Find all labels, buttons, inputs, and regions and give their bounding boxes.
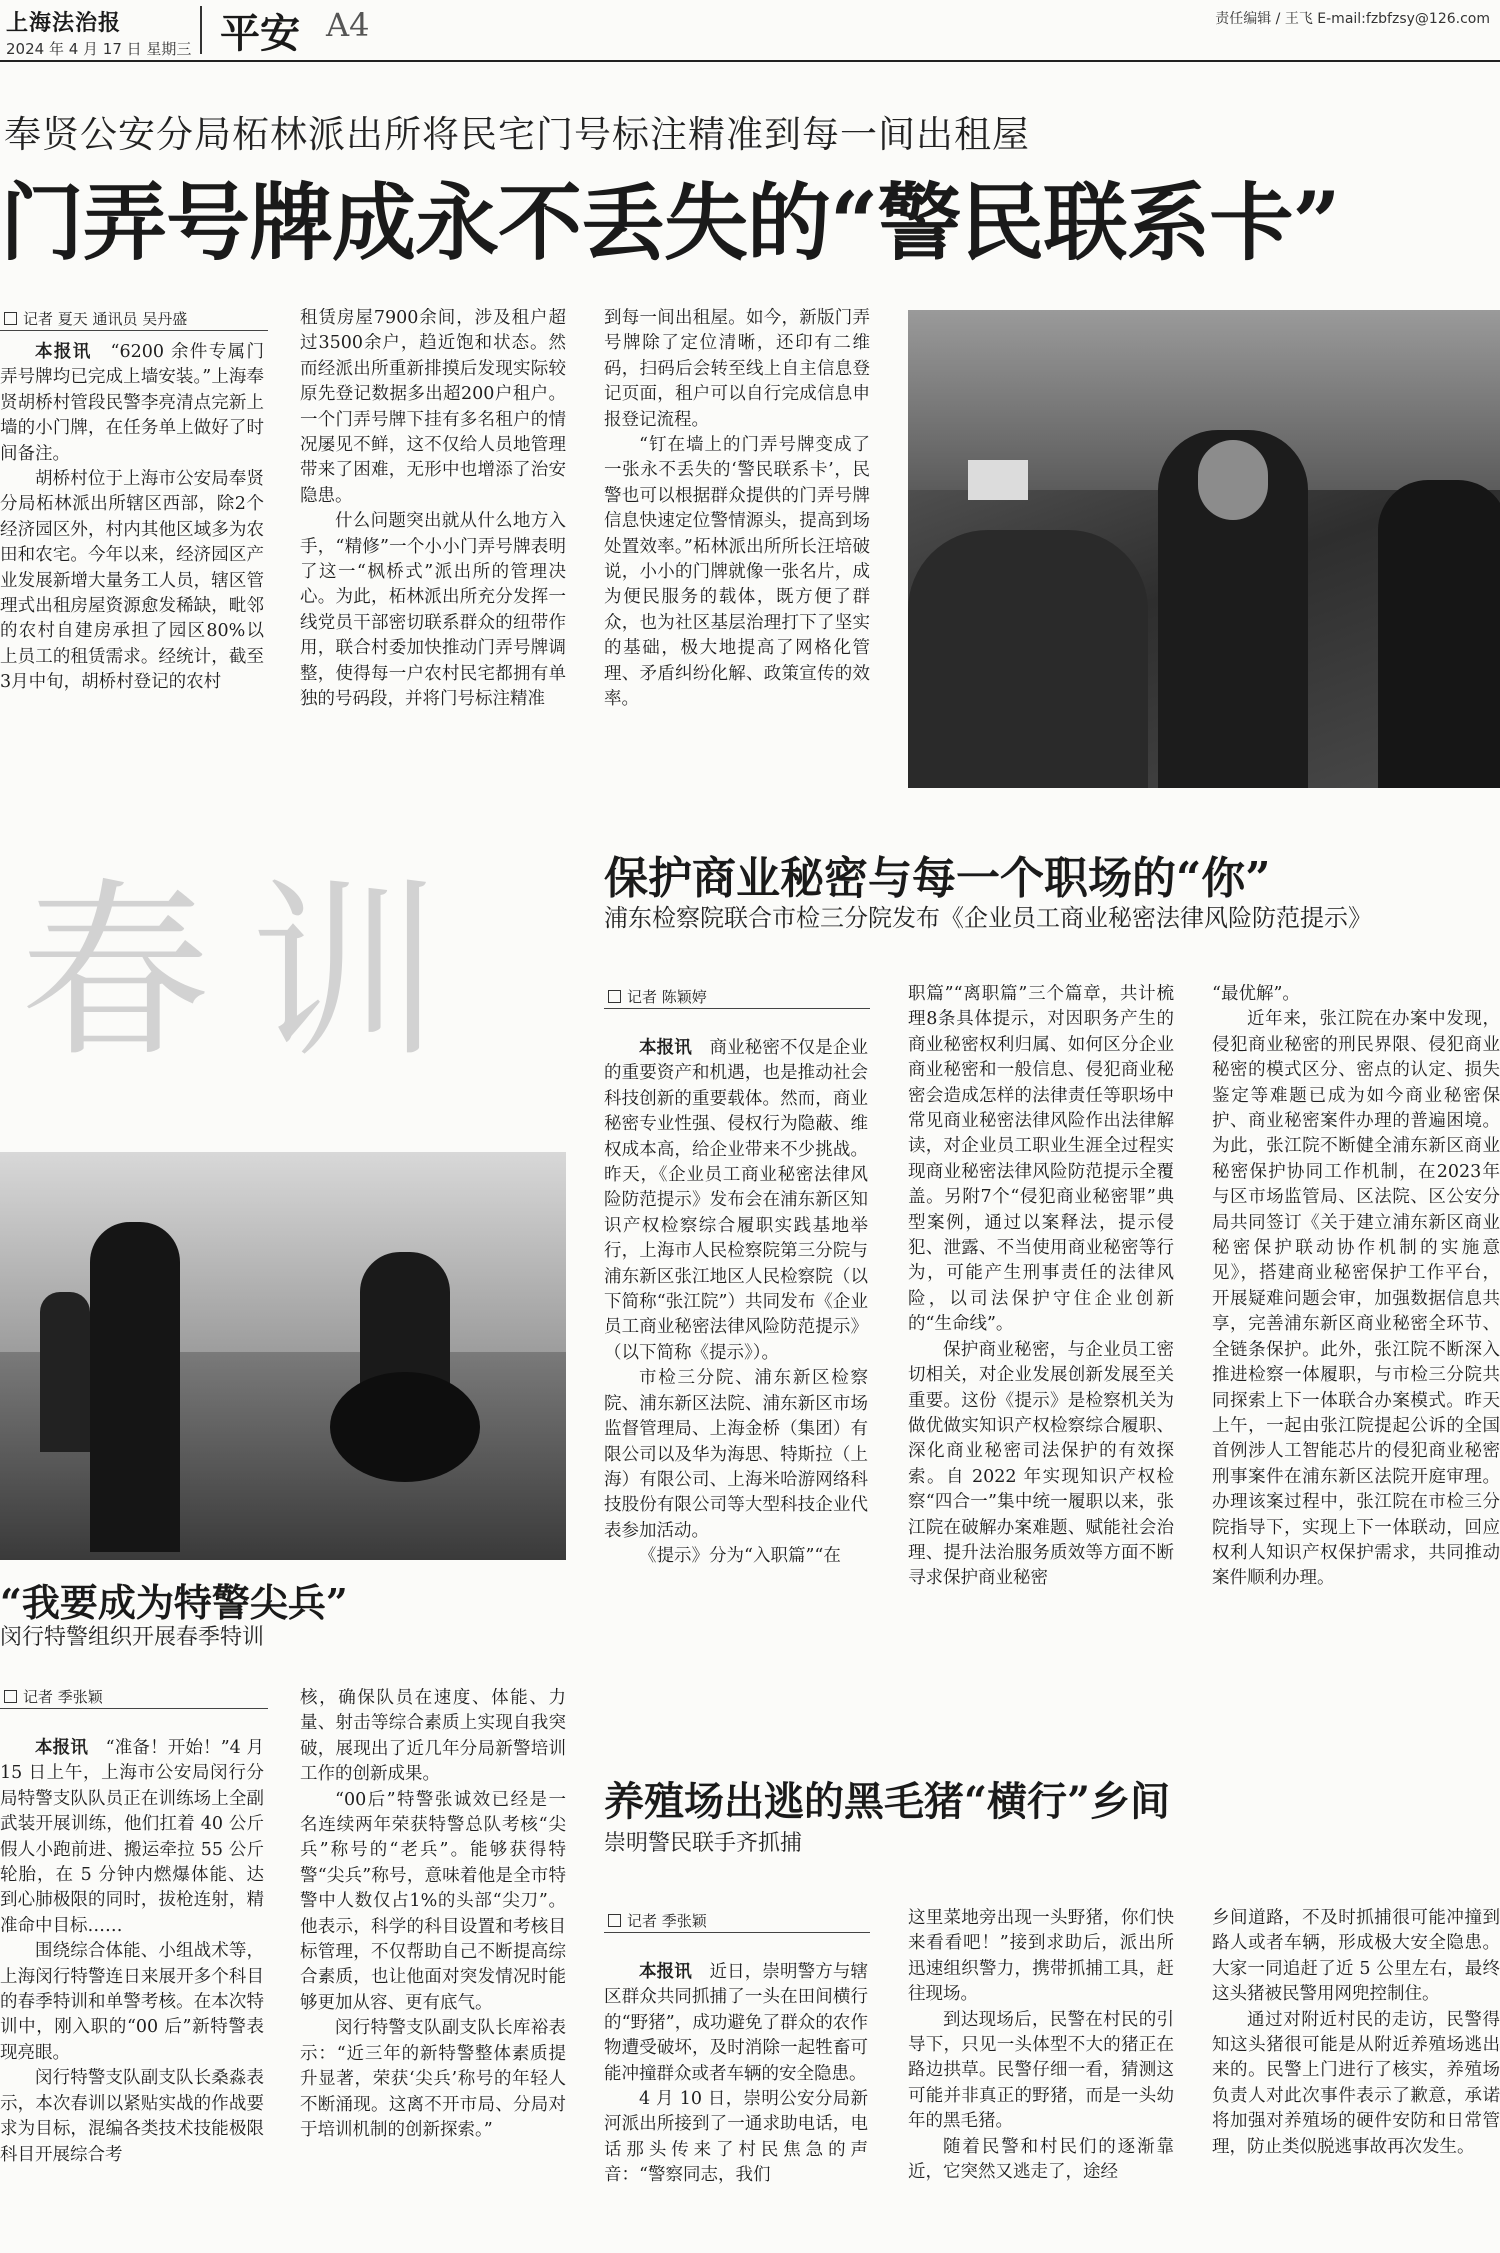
paragraph-text: 什么问题突出就从什么地方入手，“精修”一个小小门弄号牌表明了这一“枫桥式”派出所的管理决心。为此，柘林派出所充分发挥一线党员干部密切联系群众的纽带作用，联合村委加快推动门弄号牌调整，使得每一户农村民宅都拥有单独的号码段，并将门号标注精准: [300, 511, 566, 710]
story1-column-3: [604, 306, 870, 713]
story3-column-2: [908, 982, 1174, 1592]
dateline-lead: 本报讯: [639, 1962, 710, 1982]
section-name: 平安: [220, 11, 300, 57]
paragraph-text: 闵行特警支队副支队长库裕表示：“近三年的新特警整体素质提升显著，荣获‘尖兵’称号的年轻人不断涌现。这离不开市局、分局对于培训机制的创新探索。”: [300, 2018, 566, 2140]
article-paragraph: [604, 1960, 868, 2087]
article-paragraph: [300, 509, 566, 712]
story2-byline-text: 记者 季张颖: [23, 1688, 103, 1706]
story3-column-3: [1212, 982, 1500, 1592]
paragraph-text: “6200 余件专属门弄号牌均已完成上墙安装。”上海奉贤胡桥村管段民警李亮清点完新上墙的小门牌，在任务单上做好了时间备注。: [0, 342, 265, 464]
article-paragraph: [908, 2008, 1174, 2135]
paragraph-text: “准备！开始！”4 月 15 日上午，上海市公安局闵行分局特警支队队员正在训练场上全副武装开展训练，他们扛着 40 公斤假人小跑前进、搬运牵拉 55 公斤轮胎，在 5 分钟内燃爆体能、达到心肺极限的同时，拔枪连射，精准命中目标……: [0, 1738, 265, 1936]
story3-headline: 保护商业秘密与每一个职场的“你”: [604, 853, 1271, 904]
paragraph-text: 核，确保队员在速度、体能、力量、射击等综合素质上实现自我突破，展现出了近几年分局新警培训工作的创新成果。: [300, 1688, 566, 1785]
article-paragraph: [604, 433, 870, 712]
story1-byline-text: 记者 夏天 通讯员 吴丹盛: [23, 310, 188, 328]
story4-column-2: [908, 1906, 1174, 2185]
paragraph-text: 到达现场后，民警在村民的引导下，只见一头体型不大的猪正在路边拱草。民警仔细一看，猜测这可能并非真正的野猪，而是一头幼年的黑毛猪。: [908, 2009, 1174, 2132]
story3-byline: [608, 986, 707, 1007]
paragraph-text: 围绕综合体能、小组战术等，上海闵行特警连日来展开多个科目的春季特训和单警考核。在本次特训中，刚入职的“00 后”新特警表现亮眼。: [0, 1941, 264, 2063]
paragraph-text: “钉在墙上的门弄号牌变成了一张永不丢失的‘警民联系卡’，民警也可以根据群众提供的门弄号牌信息快速定位警情源头，提高到场处置效率。”柘林派出所所长汪培破说，小小的门牌就像一张名片，成为便民服务的载体，既方便了群众，也为社区基层治理打下了坚实的基础，极大地提高了网格化管理、矛盾纠纷化解、政策宣传的效率。: [604, 435, 870, 710]
paragraph-text: 近日，崇明警方与辖区群众共同抓捕了一头在田间横行的“野猪”，成功避免了群众的农作物遭受破坏，及时消除一起牲畜可能冲撞群众或者车辆的安全隐患。: [604, 1962, 868, 2084]
header-rule: [0, 60, 1500, 62]
article-paragraph: [0, 1736, 264, 1939]
dateline-lead: 本报讯: [639, 1038, 710, 1058]
article-paragraph: [1212, 1007, 1500, 1591]
story1-byline-rule: [0, 330, 268, 331]
paragraph-text: 租赁房屋7900余间，涉及租户超过3500余户，趋近饱和状态。然而经派出所重新排摸后发现实际较原先登记数据多出超200户租户。一个门弄号牌下挂有多名租户的情况屡见不鲜，这不仅给人员地管理带来了困难，无形中也增添了治安隐患。: [300, 308, 566, 506]
story1-byline: [4, 308, 187, 329]
masthead-logo: 上海法治报: [6, 10, 122, 36]
story2-headline: “我要成为特警尖兵”: [0, 1580, 348, 1625]
article-paragraph: [300, 1686, 566, 1788]
article-paragraph: [1212, 1906, 1500, 2008]
issue-date: 2024 年 4 月 17 日 星期三: [6, 40, 192, 58]
paragraph-text: 到每一间出租屋。如今，新版门弄号牌除了定位清晰，还印有二维码，扫码后会转至线上自主信息登记页面，租户可以自行完成信息申报登记流程。: [604, 308, 870, 430]
article-paragraph: [300, 1788, 566, 2017]
story2-column-1: [0, 1736, 264, 2168]
paragraph-text: 随着民警和村民们的逐渐靠近，它突然又逃走了，途经: [908, 2136, 1174, 2183]
story3-byline-text: 记者 陈颖婷: [627, 988, 707, 1006]
story2-column-2: [300, 1686, 566, 2143]
article-paragraph: [604, 1036, 868, 1366]
article-paragraph: [0, 2066, 264, 2168]
article-paragraph: [300, 306, 566, 509]
paragraph-text: 保护商业秘密，与企业员工密切相关，对企业发展创新发展至关重要。这份《提示》是检察机关为做优做实知识产权检察综合履职、深化商业秘密司法保护的有效探索。自 2022 年实现知识产权检察“四合一”集中统一履职以来，张江院在破解办案难题、赋能社会治理、提升法治服务质效等方面不断寻求保护商业秘密: [908, 1339, 1174, 1589]
story4-subhead: 崇明警民联手齐抓捕: [604, 1831, 803, 1856]
paragraph-text: 这里菜地旁出现一头野猪，你们快来看看吧！”接到求助后，派出所迅速组织警力，携带抓捕工具，赶往现场。: [908, 1908, 1174, 2005]
story1-column-2: [300, 306, 566, 713]
story2-subhead: 闵行特警组织开展春季特训: [0, 1625, 265, 1650]
paragraph-text: 商业秘密不仅是企业的重要资产和机遇，也是推动社会科技创新的重要载体。然而，商业秘密专业性强、侵权行为隐蔽、维权成本高，给企业带来不少挑战。昨天，《企业员工商业秘密法律风险防范提示》发布会在浦东新区知识产权检察综合履职实践基地举行，上海市人民检察院第三分院与浦东新区张江地区人民检察院（以下简称“张江院”）共同发布《企业员工商业秘密法律风险防范提示》（以下简称《提示》）。: [604, 1038, 868, 1363]
article-paragraph: [0, 1939, 264, 2066]
page-number: A4: [326, 6, 370, 44]
paragraph-text: 乡间道路，不及时抓捕很可能冲撞到路人或者车辆，形成极大安全隐患。大家一同追赶了近 5 公里左右，最终这头猪被民警用网兜控制住。: [1212, 1908, 1500, 2005]
article-paragraph: [0, 467, 264, 696]
paragraph-text: 市检三分院、浦东新区检察院、浦东新区法院、浦东新区市场监督管理局、上海金桥（集团）有限公司以及华为海思、特斯拉（上海）有限公司、上海米哈游网络科技股份有限公司等大型科技企业代表参加活动。: [604, 1368, 868, 1541]
article-paragraph: [908, 2135, 1174, 2186]
paragraph-text: 《提示》分为“入职篇”“在: [639, 1546, 841, 1567]
swat-training-photo: [0, 1152, 566, 1560]
article-paragraph: [300, 2016, 566, 2143]
article-paragraph: [604, 306, 870, 433]
story4-byline-rule: [604, 1932, 870, 1933]
article-paragraph: [1212, 2008, 1500, 2160]
paragraph-text: “00后”特警张诚效已经是一名连续两年荣获特警总队考核“尖兵”称号的“老兵”。能够获得特警“尖兵”称号，意味着他是全市特警中人数仅占1%的头部“尖刀”。他表示，科学的科目设置和考核目标管理，不仅帮助自己不断提高综合素质，也让他面对突发情况时能够更加从容、更有底气。: [300, 1789, 566, 2013]
story1-kicker: 奉贤公安分局柘林派出所将民宅门号标注精准到每一间出租屋: [4, 113, 1030, 156]
story1-column-1: [0, 340, 264, 696]
story2-byline-rule: [0, 1708, 268, 1709]
editor-credit: 责任编辑 / 王飞 E-mail:fzbfzsy@126.com: [1215, 11, 1490, 27]
article-paragraph: [604, 1366, 868, 1544]
story2-byline: [4, 1686, 103, 1707]
police-officer-photo: [908, 310, 1500, 788]
story3-column-1: [604, 1036, 868, 1570]
spring-training-calligraphy: 春训: [20, 862, 481, 1083]
header-divider: [200, 6, 202, 54]
dateline-lead: 本报讯: [35, 342, 111, 362]
story4-byline-text: 记者 季张颖: [627, 1912, 707, 1930]
story1-headline: 门弄号牌成永不丢失的“警民联系卡”: [0, 173, 1340, 272]
article-paragraph: [0, 340, 264, 467]
story3-subhead: 浦东检察院联合市检三分院发布《企业员工商业秘密法律风险防范提示》: [604, 904, 1372, 932]
paragraph-text: “最优解”。: [1212, 984, 1300, 1004]
story3-byline-rule: [604, 1008, 870, 1009]
article-paragraph: [908, 1338, 1174, 1592]
article-paragraph: [604, 1544, 868, 1569]
article-paragraph: [1212, 982, 1500, 1007]
story4-column-3: [1212, 1906, 1500, 2160]
paragraph-text: 胡桥村位于上海市公安局奉贤分局柘林派出所辖区西部，除2个经济园区外，村内其他区域多为农田和农宅。今年以来，经济园区产业发展新增大量务工人员，辖区管理式出租房屋资源愈发稀缺，毗邻的农村自建房承担了园区80%以上员工的租赁需求。经统计，截至3月中旬，胡桥村登记的农村: [0, 469, 264, 693]
article-paragraph: [604, 2087, 868, 2189]
article-paragraph: [908, 1906, 1174, 2008]
story4-headline: 养殖场出逃的黑毛猪“横行”乡间: [604, 1778, 1171, 1825]
paragraph-text: 通过对附近村民的走访，民警得知这头猪很可能是从附近养殖场逃出来的。民警上门进行了核实，养殖场负责人对此次事件表示了歉意，承诺将加强对养殖场的硬件安防和日常管理，防止类似脱逃事故再次发生。: [1212, 2009, 1500, 2157]
story4-byline: [608, 1910, 707, 1931]
paragraph-text: 闵行特警支队副支队长桑淼表示，本次春训以紧贴实战的作战要求为目标，混编各类技术技能极限科目开展综合考: [0, 2068, 264, 2165]
story4-column-1: [604, 1960, 868, 2189]
paragraph-text: 职篇”“离职篇”三个篇章，共计梳理8条具体提示，对因职务产生的商业秘密权利归属、如何区分企业商业秘密和一般信息、侵犯商业秘密会造成怎样的法律责任等职场中常见商业秘密法律风险作出法律解读，对企业员工职业生涯全过程实现商业秘密法律风险防范提示全覆盖。另附7个“侵犯商业秘密罪”典型案例，通过以案释法，提示侵犯、泄露、不当使用商业秘密等行为，可能产生刑事责任的法律风险，以司法保护守住企业创新的“生命线”。: [908, 984, 1174, 1335]
dateline-lead: 本报讯: [35, 1738, 106, 1758]
paragraph-text: 近年来，张江院在办案中发现，侵犯商业秘密的刑民界限、侵犯商业秘密的模式区分、密点的认定、损失鉴定等难题已成为如今商业秘密保护、商业秘密案件办理的普遍困境。为此，张江院不断健全浦东新区商业秘密保护协同工作机制，在2023年与区市场监管局、区法院、区公安分局共同签订《关于建立浦东新区商业秘密保护联动协作机制的实施意见》，搭建商业秘密保护工作平台，开展疑难问题会审，加强数据信息共享，完善浦东新区商业秘密全环节、全链条保护。此外，张江院不断深入推进检察一体履职，与市检三分院共同探索上下一体联合办案模式。昨天上午，一起由张江院提起公诉的全国首例涉人工智能芯片的侵犯商业秘密刑事案件在浦东新区法院开庭审理。办理该案过程中，张江院在市检三分院指导下，实现上下一体联动，回应权利人知识产权保护需求，共同推动案件顺利办理。: [1212, 1009, 1500, 1589]
article-paragraph: [908, 982, 1174, 1338]
paragraph-text: 4 月 10 日，崇明公安分局新河派出所接到了一通求助电话，电话那头传来了村民焦急的声音：“警察同志，我们: [604, 2089, 868, 2186]
